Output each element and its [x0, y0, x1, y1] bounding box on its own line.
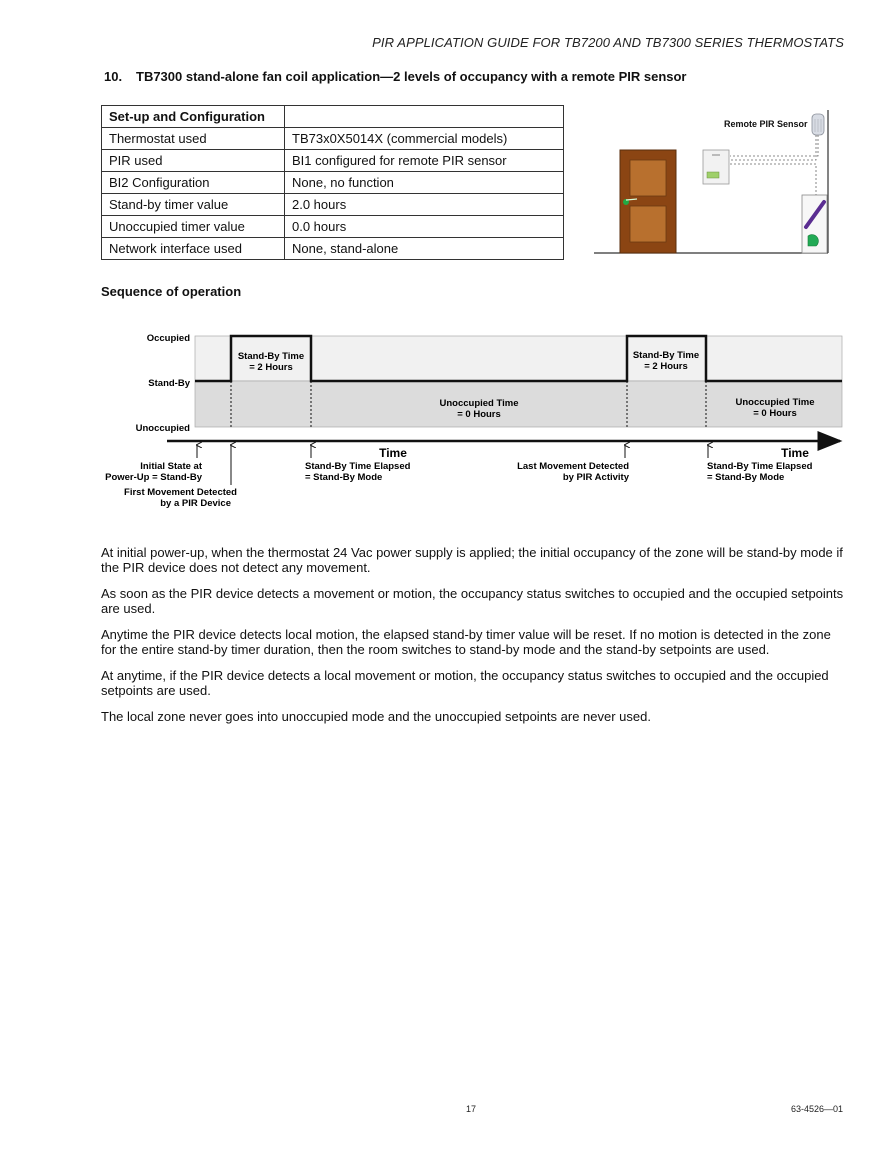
- level-label-standby: Stand-By: [148, 378, 190, 389]
- unoccupied-time-label: Unoccupied Time: [735, 397, 815, 408]
- table-row: [102, 194, 564, 216]
- level-label-occupied: Occupied: [146, 333, 190, 344]
- table-row: [102, 172, 564, 194]
- running-header: PIR APPLICATION GUIDE FOR TB7200 AND TB7300 SERIES THERMOSTATS: [372, 35, 844, 50]
- wiring-dashed-line: [730, 135, 818, 156]
- table-row: [102, 150, 564, 172]
- table-cell-value: None, stand-alone: [285, 238, 564, 260]
- table-header-cell: Set-up and Configuration: [102, 106, 285, 128]
- standby-time-label: Stand-By Time: [237, 351, 305, 362]
- paragraph: The local zone never goes into unoccupied mode and the unoccupied setpoints are never used.: [101, 709, 651, 724]
- event-label-standby-elapsed: = Stand-By Mode: [707, 472, 785, 483]
- event-label-last-movement: Last Movement Detected: [517, 461, 629, 472]
- remote-pir-sensor-icon: [812, 114, 824, 135]
- section-title-text: TB7300 stand-alone fan coil application—2 levels of occupancy with a remote PIR sensor: [136, 69, 687, 84]
- table-header-row: [102, 106, 564, 128]
- table-row: [102, 238, 564, 260]
- event-label-standby-elapsed: Stand-By Time Elapsed: [707, 461, 813, 472]
- unoccupied-time-label: Unoccupied Time: [439, 398, 519, 409]
- table-cell-value: TB73x0X5014X (commercial models): [285, 128, 564, 150]
- section-title: [104, 69, 687, 84]
- level-label-unoccupied: Unoccupied: [135, 423, 190, 434]
- time-axis-label: Time: [781, 446, 809, 460]
- standby-time-value: = 2 Hours: [644, 361, 688, 372]
- table-cell-label: Stand-by timer value: [102, 194, 285, 216]
- event-label-first-movement: First Movement Detected: [124, 487, 237, 498]
- table-cell-label: Thermostat used: [102, 128, 285, 150]
- event-label-standby-elapsed: Stand-By Time Elapsed: [305, 461, 411, 472]
- table-cell-label: PIR used: [102, 150, 285, 172]
- thermostat-icon: [703, 150, 729, 184]
- page-number: 17: [466, 1104, 477, 1114]
- table-cell-value: None, no function: [285, 172, 564, 194]
- document-number: 63-4526—01: [790, 1104, 843, 1114]
- table-cell-label: Network interface used: [102, 238, 285, 260]
- event-label-initial-state: Power-Up = Stand-By: [105, 472, 202, 483]
- paragraph: Anytime the PIR device detects local motion, the elapsed stand-by timer value will be reset. If no motion is detected in the zone for the entire stand-by timer duration, then the room switches to stand-by mode and the stand-by setpoints are used.: [101, 627, 831, 657]
- unoccupied-time-value: = 0 Hours: [753, 408, 797, 419]
- paragraph: As soon as the PIR device detects a movement or motion, the occupancy status switches to occupied and the occupied setpoints are used.: [101, 586, 844, 616]
- occupancy-timing-diagram: [95, 325, 855, 525]
- table-cell-label: BI2 Configuration: [102, 172, 285, 194]
- unoccupied-time-value: = 0 Hours: [457, 409, 501, 420]
- paragraph: At initial power-up, when the thermostat 24 Vac power supply is applied; the initial occupancy of the zone will be stand-by mode if the PIR device does not detect any movement.: [101, 545, 843, 575]
- paragraph: At anytime, if the PIR device detects a local movement or motion, the occupancy status switches to occupied and the occupied setpoints are used.: [101, 668, 829, 698]
- wiring-dashed-line: [730, 164, 816, 195]
- standby-time-value: = 2 Hours: [249, 362, 293, 373]
- fan-coil-unit-icon: [802, 195, 827, 253]
- event-label-first-movement: by a PIR Device: [160, 498, 231, 509]
- event-label-standby-elapsed: = Stand-By Mode: [305, 472, 383, 483]
- standby-time-label: Stand-By Time: [632, 350, 700, 361]
- door-icon: [620, 150, 676, 253]
- section-number: 10.: [104, 69, 123, 84]
- setup-configuration-table: [101, 105, 564, 260]
- room-illustration: [590, 110, 840, 258]
- table-cell-label: Unoccupied timer value: [102, 216, 285, 238]
- table-row: [102, 128, 564, 150]
- event-label-last-movement: by PIR Activity: [562, 472, 629, 483]
- body-text: [101, 545, 846, 735]
- table-cell-value: 0.0 hours: [285, 216, 564, 238]
- table-cell-value: BI1 configured for remote PIR sensor: [285, 150, 564, 172]
- table-cell-value: 2.0 hours: [285, 194, 564, 216]
- remote-pir-sensor-label: Remote PIR Sensor: [724, 119, 808, 129]
- table-row: [102, 216, 564, 238]
- sequence-heading: Sequence of operation: [101, 284, 242, 299]
- table-header-cell: [285, 106, 564, 128]
- event-label-initial-state: Initial State at: [140, 461, 202, 472]
- time-axis-label: Time: [379, 446, 407, 460]
